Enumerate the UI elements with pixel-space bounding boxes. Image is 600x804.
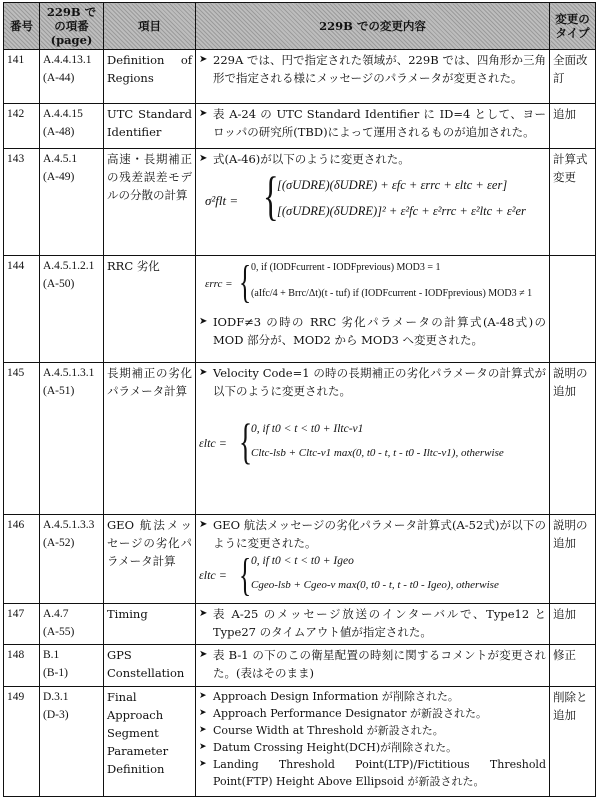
formula-brace: {	[239, 549, 252, 600]
table-row	[4, 104, 596, 149]
header-item: 項目	[104, 3, 196, 50]
row-section	[40, 515, 104, 604]
section-page: (A-44)	[43, 72, 75, 84]
row-type: 修正	[550, 645, 596, 687]
row-section	[40, 687, 104, 797]
section-id: A.4.4.15	[43, 108, 83, 120]
formula-line-2: (aIfc/4 + Brrc/Δt)(t - tuf) if (IODFcurrent - IODFprevious) MOD3 ≠ 1	[251, 288, 533, 299]
change-bullet: ➤ Velocity Code=1 の時の長期補正の劣化パラメータの計算式が以下のように変更された。	[199, 364, 546, 400]
section-page: (D-3)	[43, 709, 69, 721]
formula-line-2: Cltc-lsb + Cltc-v1 max(0, t0 - t, t - t0 - Iltc-v1), otherwise	[251, 447, 504, 459]
formula-line-1: 0, if t0 < t < t0 + Igeo	[251, 555, 354, 567]
change-table	[3, 2, 596, 797]
row-section	[40, 149, 104, 256]
row-change	[196, 256, 550, 363]
formula-line-2: Cgeo-lsb + Cgeo-v max(0, t0 - t, t - t0 - Igeo), otherwise	[251, 579, 499, 591]
row-item: 高速・長期補正の残差誤差モデルの分散の計算	[104, 149, 196, 256]
section-page: (A-51)	[43, 385, 75, 397]
table-header-row	[4, 3, 596, 50]
header-change: 229B での変更内容	[196, 3, 550, 50]
header-type: 変更のタイプ	[550, 3, 596, 50]
row-item: 長期補正の劣化パラメータ計算	[104, 363, 196, 515]
formula-rrc	[199, 257, 546, 313]
formula-ltc	[199, 414, 546, 474]
section-page: (B-1)	[43, 667, 68, 679]
row-item: RRC 劣化	[104, 256, 196, 363]
formula-lhs: εltc =	[199, 436, 227, 450]
section-id: A.4.5.1	[43, 153, 78, 165]
section-id: A.4.5.1.3.1	[43, 367, 95, 379]
row-type: 全面改訂	[550, 50, 596, 104]
section-page: (A-49)	[43, 171, 75, 183]
section-id: A.4.4.13.1	[43, 54, 92, 66]
section-id: A.4.7	[43, 608, 69, 620]
row-change	[196, 104, 550, 149]
row-type: 削除と追加	[550, 687, 596, 797]
section-id: B.1	[43, 649, 60, 661]
row-item: GPS Constellation	[104, 645, 196, 687]
row-item: GEO 航法メッセージの劣化パラメータ計算	[104, 515, 196, 604]
formula-line-1: 0, if (IODFcurrent - IODFprevious) MOD3 = 1	[251, 262, 441, 273]
section-page: (A-48)	[43, 126, 75, 138]
change-bullet: ➤ Datum Crossing Height(DCH)が削除された。	[199, 739, 546, 756]
formula-line-1: [(σUDRE)(δUDRE) + εfc + εrrc + εltc + εer]	[277, 178, 508, 192]
header-section: 229B での項番(page)	[40, 3, 104, 50]
row-section	[40, 256, 104, 363]
row-number: 149	[4, 687, 40, 797]
row-number: 147	[4, 604, 40, 645]
table-row	[4, 149, 596, 256]
formula-flt	[199, 168, 546, 238]
row-item: Definition of Regions	[104, 50, 196, 104]
row-type: 計算式変更	[550, 149, 596, 256]
row-section	[40, 363, 104, 515]
row-item: Timing	[104, 604, 196, 645]
change-bullet: ➤ Approach Design Information が削除された。	[199, 688, 546, 705]
table-row	[4, 645, 596, 687]
formula-line-2: [(σUDRE)(δUDRE)]² + ε²fc + ε²rrc + ε²ltc + ε²er	[277, 204, 526, 218]
change-bullet: ➤ GEO 航法メッセージの劣化パラメータ計算式(A-52式)が以下のように変更された。	[199, 516, 546, 552]
header-no: 番号	[4, 3, 40, 50]
formula-brace: {	[239, 413, 253, 469]
row-section	[40, 604, 104, 645]
change-bullet: ➤ 表 B-1 の下のこの衛星配置の時刻に関するコメントが変更された。(表はそのまま)	[199, 646, 546, 682]
row-number: 146	[4, 515, 40, 604]
row-change	[196, 50, 550, 104]
formula-lhs: εltc =	[199, 568, 227, 582]
section-page: (A-55)	[43, 626, 75, 638]
row-section	[40, 104, 104, 149]
table-row	[4, 256, 596, 363]
row-number: 145	[4, 363, 40, 515]
change-bullet: ➤ 229A では、円で指定された領域が、229B では、四角形か三角形で指定される様にメッセージのパラメータが変更された。	[199, 51, 546, 87]
table-row	[4, 604, 596, 645]
table-row	[4, 363, 596, 515]
change-bullet: ➤ Course Width at Threshold が新設された。	[199, 722, 546, 739]
row-number: 141	[4, 50, 40, 104]
change-bullet: ➤ Landing Threshold Point(LTP)/Fictitious Threshold Point(FTP) Height Above Ellipsoid が新設された。	[199, 756, 546, 790]
section-id: D.3.1	[43, 691, 69, 703]
row-type: 追加	[550, 104, 596, 149]
row-change	[196, 645, 550, 687]
formula-geo	[199, 549, 546, 600]
row-number: 143	[4, 149, 40, 256]
row-item: UTC Standard Identifier	[104, 104, 196, 149]
row-number: 142	[4, 104, 40, 149]
table-row	[4, 50, 596, 104]
section-id: A.4.5.1.3.3	[43, 519, 95, 531]
row-item: Final Approach Segment Parameter Definition	[104, 687, 196, 797]
change-bullet: ➤ Approach Performance Designator が新設された。	[199, 705, 546, 722]
row-type: 説明の追加	[550, 515, 596, 604]
change-bullet: ➤ 式(A-46)が以下のように変更された。	[199, 150, 546, 168]
formula-lhs: εrrc =	[205, 278, 233, 290]
formula-line-1: 0, if t0 < t < t0 + Iltc-v1	[251, 423, 364, 435]
formula-brace: {	[263, 166, 279, 226]
row-change	[196, 515, 550, 604]
row-change	[196, 363, 550, 515]
change-bullet: ➤ IODF≠3 の時の RRC 劣化パラメータの計算式(A-48式)の MOD 部分が、MOD2 から MOD3 へ変更された。	[199, 313, 546, 349]
change-bullet: ➤ 表 A-25 のメッセージ放送のインターバルで、Type12 と Type27 のタイムアウト値が指定された。	[199, 605, 546, 641]
formula-brace: {	[239, 256, 252, 307]
row-number: 148	[4, 645, 40, 687]
row-section	[40, 645, 104, 687]
row-type	[550, 256, 596, 363]
section-page: (A-50)	[43, 278, 75, 290]
change-bullet: ➤ 表 A-24 の UTC Standard Identifier に ID=4 として、ヨーロッパの研究所(TBD)によって運用されるものが追加された。	[199, 105, 546, 141]
row-type: 説明の追加	[550, 363, 596, 515]
table-row	[4, 515, 596, 604]
row-change	[196, 604, 550, 645]
row-number: 144	[4, 256, 40, 363]
formula-lhs: σ²flt =	[205, 193, 239, 208]
row-type: 追加	[550, 604, 596, 645]
row-change	[196, 149, 550, 256]
section-page: (A-52)	[43, 537, 75, 549]
row-section	[40, 50, 104, 104]
table-row	[4, 687, 596, 797]
row-change	[196, 687, 550, 797]
section-id: A.4.5.1.2.1	[43, 260, 95, 272]
